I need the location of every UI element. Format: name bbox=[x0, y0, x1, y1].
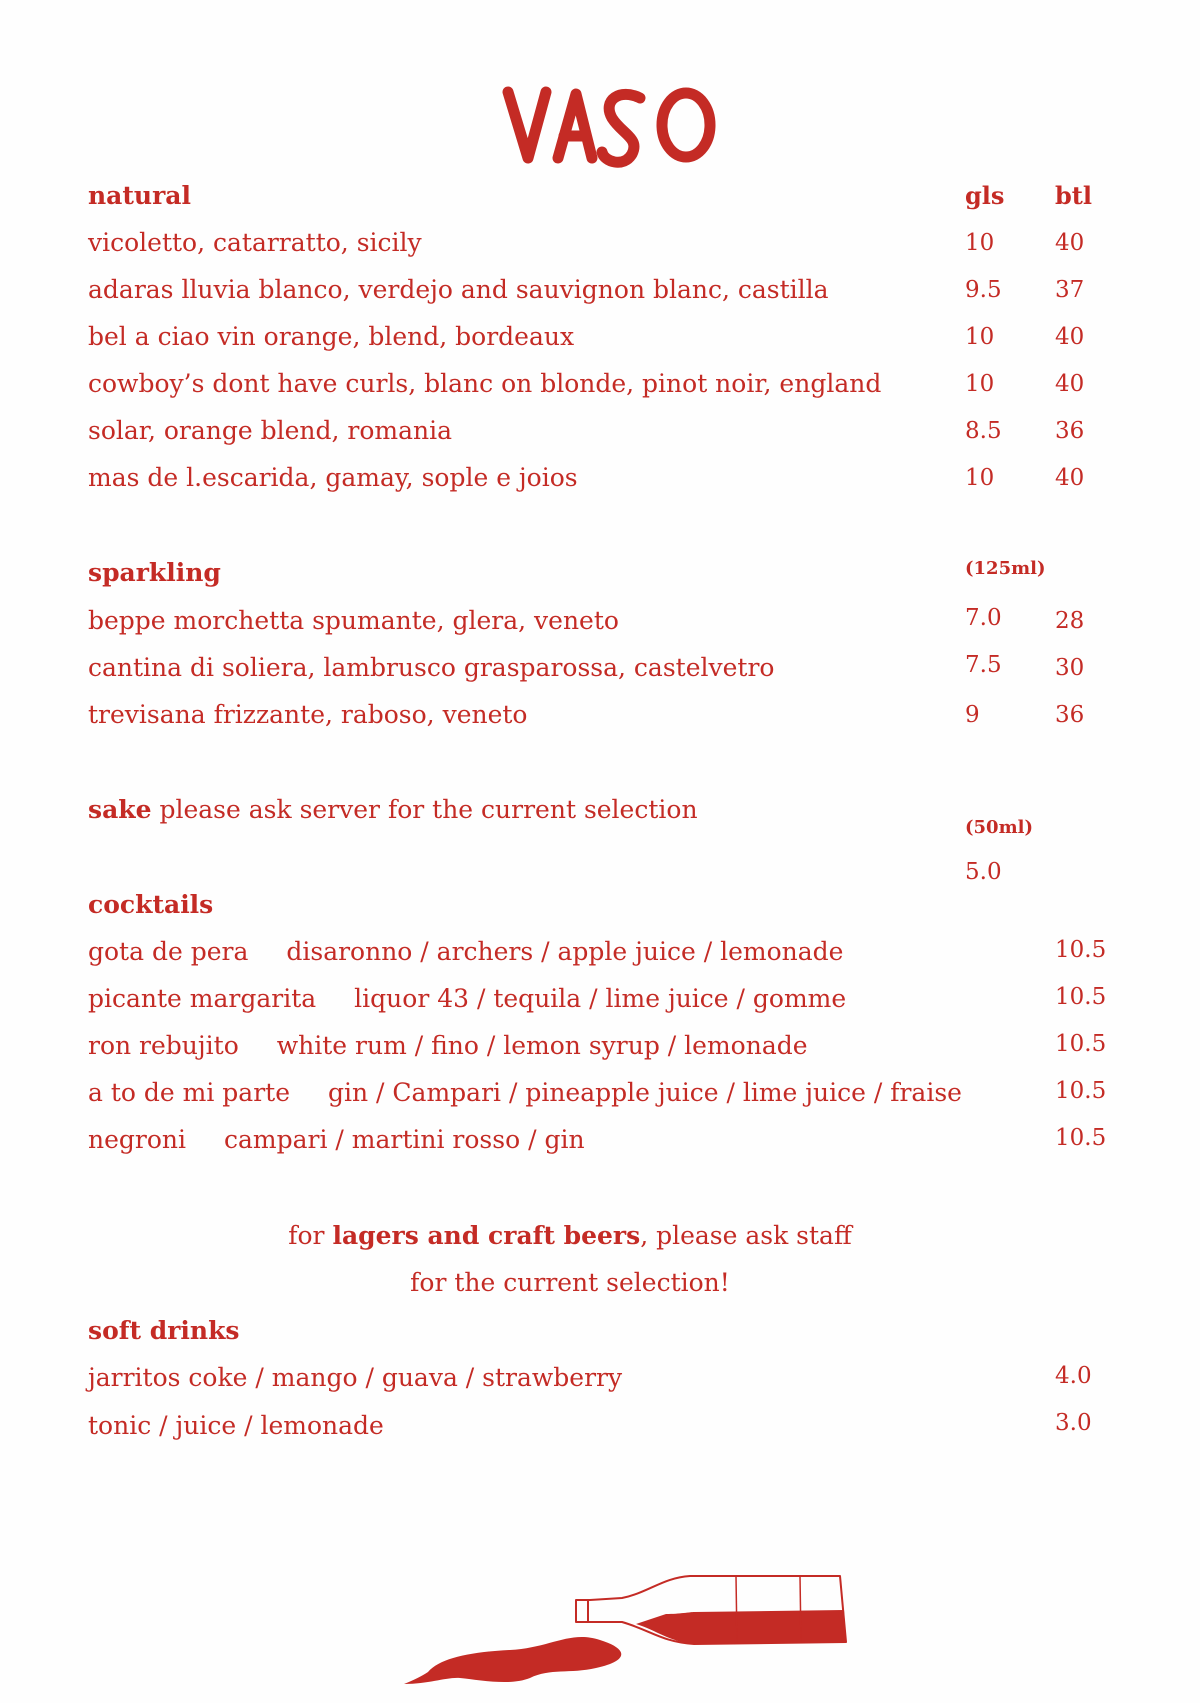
cocktail-ingredients: campari / martini rosso / gin bbox=[224, 1125, 585, 1154]
cocktail-name: picante margarita bbox=[88, 984, 317, 1013]
sake-price: 5.0 bbox=[965, 859, 1002, 885]
beer-note-line-2: for the current selection! bbox=[410, 1268, 730, 1297]
sake-note: please ask server for the current selection bbox=[151, 795, 698, 824]
bottle-price: 28 bbox=[1055, 608, 1085, 634]
cocktail-price: 10.5 bbox=[1055, 1078, 1107, 1104]
glass-price: 10 bbox=[965, 230, 995, 256]
beer-note-emphasis: lagers and craft beers bbox=[332, 1221, 641, 1250]
soft-drink-price: 3.0 bbox=[1055, 1410, 1092, 1436]
bottle-price: 40 bbox=[1055, 324, 1085, 350]
cocktail-row bbox=[88, 932, 843, 972]
cocktail-row bbox=[88, 1120, 585, 1160]
sake-measure: (50ml) bbox=[965, 817, 1033, 838]
spilled-wine-bottle-icon bbox=[400, 1568, 860, 1688]
bottle-price: 40 bbox=[1055, 465, 1085, 491]
bottle-price: 37 bbox=[1055, 277, 1085, 303]
cocktail-ingredients: disaronno / archers / apple juice / lemonade bbox=[286, 937, 844, 966]
wine-name: adaras lluvia blanco, verdejo and sauvignon blanc, castilla bbox=[88, 275, 829, 304]
cocktail-row bbox=[88, 979, 846, 1019]
cocktail-ingredients: liquor 43 / tequila / lime juice / gomme bbox=[354, 984, 847, 1013]
glass-price: 8.5 bbox=[965, 418, 1002, 444]
section-heading-sparkling: sparkling bbox=[88, 558, 221, 587]
glass-price: 10 bbox=[965, 324, 995, 350]
wine-name: vicoletto, catarratto, sicily bbox=[88, 228, 422, 257]
cocktail-price: 10.5 bbox=[1055, 1031, 1107, 1057]
gls-column-header: gls bbox=[965, 181, 1005, 210]
section-heading-sake: sake bbox=[88, 795, 152, 824]
bottle-price: 40 bbox=[1055, 230, 1085, 256]
vaso-logo bbox=[500, 78, 720, 178]
cocktail-row bbox=[88, 1073, 962, 1113]
wine-name: trevisana frizzante, raboso, veneto bbox=[88, 700, 528, 729]
glass-price: 7.0 bbox=[965, 605, 1002, 631]
soft-drink-name: jarritos coke / mango / guava / strawberry bbox=[88, 1363, 623, 1392]
cocktail-ingredients: gin / Campari / pineapple juice / lime juice / fraise bbox=[328, 1078, 962, 1107]
glass-price: 10 bbox=[965, 371, 995, 397]
section-heading-natural: natural bbox=[88, 181, 191, 210]
bottle-price: 40 bbox=[1055, 371, 1085, 397]
cocktail-name: negroni bbox=[88, 1125, 186, 1154]
wine-name: beppe morchetta spumante, glera, veneto bbox=[88, 606, 619, 635]
section-heading-soft-drinks: soft drinks bbox=[88, 1316, 240, 1345]
glass-price: 9 bbox=[965, 702, 980, 728]
soft-drink-price: 4.0 bbox=[1055, 1363, 1092, 1389]
bottle-price: 36 bbox=[1055, 702, 1085, 728]
cocktail-name: ron rebujito bbox=[88, 1031, 239, 1060]
cocktail-price: 10.5 bbox=[1055, 984, 1107, 1010]
cocktail-row bbox=[88, 1026, 808, 1066]
sparkling-measure: (125ml) bbox=[965, 558, 1046, 579]
soft-drink-name: tonic / juice / lemonade bbox=[88, 1411, 384, 1440]
wine-name: mas de l.escarida, gamay, sople e joios bbox=[88, 463, 578, 492]
cocktail-name: a to de mi parte bbox=[88, 1078, 290, 1107]
bottle-price: 30 bbox=[1055, 655, 1085, 681]
cocktail-ingredients: white rum / fino / lemon syrup / lemonade bbox=[276, 1031, 808, 1060]
glass-price: 10 bbox=[965, 465, 995, 491]
beer-note-line-1 bbox=[0, 1216, 1140, 1256]
cocktail-price: 10.5 bbox=[1055, 1125, 1107, 1151]
cocktail-name: gota de pera bbox=[88, 937, 249, 966]
wine-name: bel a ciao vin orange, blend, bordeaux bbox=[88, 322, 575, 351]
beer-note-text: for bbox=[288, 1221, 333, 1250]
sake-line bbox=[88, 790, 698, 830]
beer-note-text: , please ask staff bbox=[640, 1221, 852, 1250]
glass-price: 7.5 bbox=[965, 652, 1002, 678]
wine-name: solar, orange blend, romania bbox=[88, 416, 453, 445]
btl-column-header: btl bbox=[1055, 181, 1092, 210]
cocktail-price: 10.5 bbox=[1055, 937, 1107, 963]
section-heading-cocktails: cocktails bbox=[88, 890, 214, 919]
bottle-price: 36 bbox=[1055, 418, 1085, 444]
wine-name: cantina di soliera, lambrusco grasparossa, castelvetro bbox=[88, 653, 775, 682]
glass-price: 9.5 bbox=[965, 277, 1002, 303]
wine-name: cowboy’s dont have curls, blanc on blonde, pinot noir, england bbox=[88, 369, 882, 398]
